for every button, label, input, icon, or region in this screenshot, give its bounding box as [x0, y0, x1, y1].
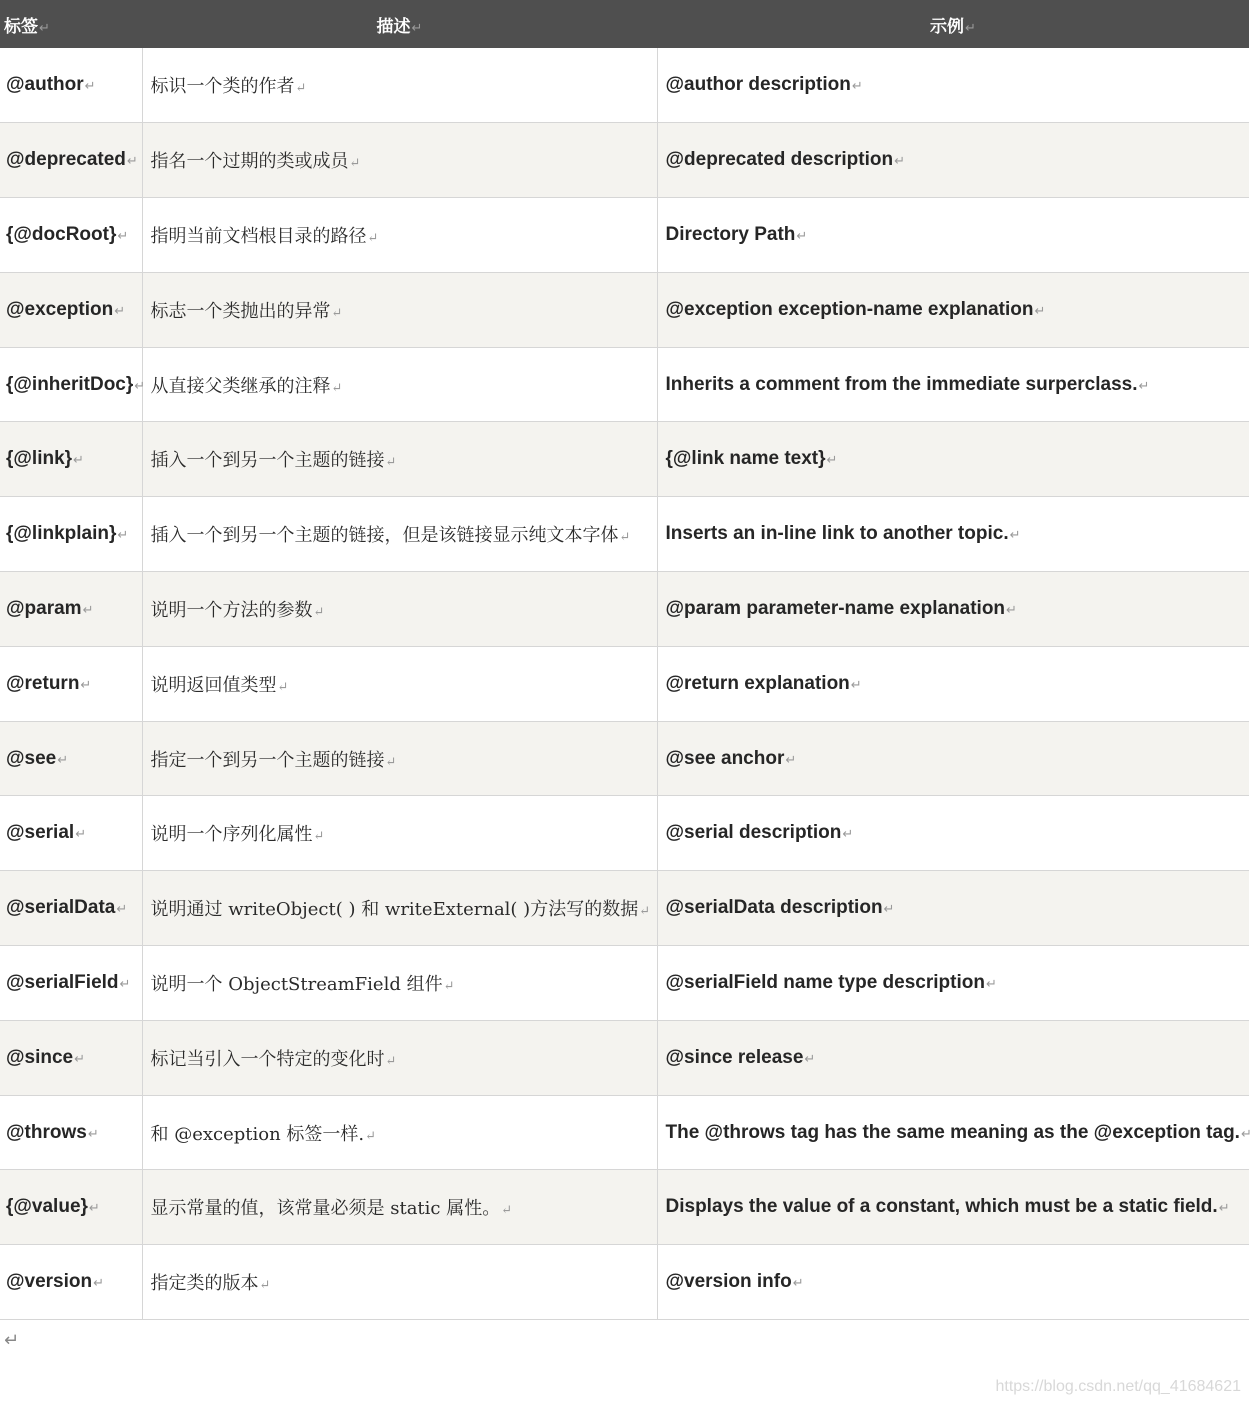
paragraph-mark-icon: ↵ [785, 751, 797, 767]
paragraph-mark-icon: ↵ [1218, 1200, 1230, 1216]
example-cell-text: The @throws tag has the same meaning as the @exception tag. [665, 1121, 1240, 1143]
paragraph-mark-icon: ↵ [1034, 302, 1046, 318]
tag-cell [0, 497, 142, 572]
table-row [0, 123, 1249, 198]
paragraph-mark-icon: ↵ [792, 1275, 804, 1291]
table-row [0, 347, 1249, 422]
paragraph-mark-icon: ↵ [619, 530, 631, 546]
paragraph-mark-icon: ↵ [639, 904, 651, 920]
tag-cell-text: {@docRoot} [6, 223, 117, 245]
paragraph-mark-icon: ↵ [57, 751, 69, 767]
example-cell [657, 123, 1249, 198]
example-cell-text: Inserts an in-line link to another topic. [665, 523, 1009, 545]
paragraph-mark-icon: ↵ [985, 975, 997, 991]
tag-cell-text: @param [6, 597, 82, 619]
paragraph-mark-icon: ↵ [313, 604, 325, 620]
paragraph-mark-icon: ↵ [894, 153, 905, 169]
paragraph-mark-icon: ↵ [119, 975, 131, 991]
paragraph-mark-icon: ↵ [842, 826, 854, 842]
description-cell-text: 插入一个到另一个主题的链接，但是该链接显示纯文本字体 [150, 525, 619, 547]
example-cell [657, 198, 1249, 273]
table-row [0, 48, 1249, 123]
example-cell [657, 497, 1249, 572]
table-header-row [0, 0, 1249, 48]
paragraph-mark-icon: ↵ [1009, 527, 1021, 543]
paragraph-mark-icon: ↵ [1138, 377, 1150, 393]
description-cell [142, 497, 657, 572]
paragraph-mark-icon: ↵ [349, 156, 361, 172]
paragraph-mark-icon: ↵ [116, 901, 128, 917]
header-tag [0, 0, 142, 48]
tag-cell-text: {@inheritDoc} [6, 373, 134, 395]
description-cell [142, 1170, 657, 1245]
paragraph-mark-icon: ↵ [883, 901, 895, 917]
example-cell [657, 272, 1249, 347]
paragraph-mark-icon: ↵ [88, 1200, 100, 1216]
example-cell-text: {@link name text} [665, 448, 826, 470]
table-row [0, 946, 1249, 1021]
tag-cell-text: @exception [6, 298, 114, 320]
tag-cell [0, 272, 142, 347]
paragraph-mark-icon: ↵ [117, 227, 129, 243]
example-cell [657, 48, 1249, 123]
paragraph-mark-icon: ↵ [411, 20, 423, 36]
description-cell [142, 1245, 657, 1320]
tag-cell [0, 946, 142, 1021]
paragraph-mark-icon: ↵ [93, 1275, 105, 1291]
example-cell-text: Directory Path [665, 223, 796, 245]
description-cell-text: 说明一个序列化属性 [150, 824, 313, 846]
description-cell-text: 标志一个类抛出的异常 [150, 300, 331, 322]
tag-cell-text: @serialField [6, 971, 119, 993]
paragraph-mark-icon: ↵ [501, 1203, 513, 1219]
description-cell [142, 272, 657, 347]
header-description [142, 0, 657, 48]
tag-cell [0, 123, 142, 198]
tag-cell-text: @throws [6, 1121, 87, 1143]
example-cell-text: @version info [665, 1271, 792, 1293]
tag-cell [0, 572, 142, 647]
paragraph-mark-icon: ↵ [75, 826, 87, 842]
example-cell-text: @author description [665, 74, 851, 96]
tag-cell-text: @return [6, 672, 80, 694]
tag-cell-text: @deprecated [6, 149, 126, 171]
example-cell [657, 347, 1249, 422]
paragraph-mark-icon: ↵ [331, 380, 343, 396]
table-row [0, 272, 1249, 347]
paragraph-mark-icon: ↵ [114, 302, 126, 318]
table-row [0, 871, 1249, 946]
paragraph-mark-icon: ↵ [74, 1050, 86, 1066]
example-cell-text: @exception exception-name explanation [665, 298, 1034, 320]
example-cell-text: @return explanation [665, 672, 850, 694]
description-cell-text: 和 @exception 标签一样. [150, 1123, 365, 1145]
tag-cell [0, 796, 142, 871]
paragraph-mark-icon: ↵ [1240, 1125, 1252, 1141]
table-row [0, 721, 1249, 796]
watermark-text: https://blog.csdn.net/qq_41684621 [995, 1378, 1241, 1395]
description-cell-text: 指定类的版本 [150, 1273, 259, 1295]
paragraph-mark-icon: ↵ [117, 527, 129, 543]
example-cell [657, 946, 1249, 1021]
example-cell [657, 1095, 1252, 1170]
paragraph-mark-icon: ↵ [385, 1053, 397, 1069]
description-cell-text: 说明一个方法的参数 [150, 599, 313, 621]
tag-cell [0, 646, 142, 721]
tag-cell [0, 1020, 142, 1095]
description-cell [142, 572, 657, 647]
tag-cell [0, 871, 142, 946]
description-cell [142, 422, 657, 497]
example-cell [657, 796, 1249, 871]
paragraph-mark-icon: ↵ [851, 78, 863, 94]
description-cell [142, 48, 657, 123]
paragraph-mark-icon: ↵ [804, 1050, 816, 1066]
paragraph-mark-icon: ↵ [73, 452, 84, 468]
description-cell [142, 198, 657, 273]
description-cell [142, 347, 657, 422]
table-body [0, 48, 1252, 1320]
example-cell-text: Inherits a comment from the immediate surperclass. [665, 373, 1138, 395]
paragraph-mark-icon: ↵ [313, 829, 325, 845]
description-cell [142, 646, 657, 721]
example-cell-text: @param parameter-name explanation [665, 597, 1006, 619]
paragraph-mark-icon: ↵ [850, 676, 862, 692]
tag-cell-text: @version [6, 1271, 93, 1293]
paragraph-mark-icon: ↵ [134, 377, 146, 393]
table-row [0, 796, 1249, 871]
example-cell-text: @serial description [665, 822, 842, 844]
paragraph-mark-icon: ↵ [82, 601, 94, 617]
paragraph-mark-icon: ↵ [277, 679, 289, 695]
header-example-label: 示例 [930, 16, 965, 37]
paragraph-mark-icon: ↵ [87, 1125, 99, 1141]
example-cell [657, 646, 1249, 721]
tag-cell [0, 48, 142, 123]
description-cell [142, 721, 657, 796]
description-cell-text: 说明一个 ObjectStreamField 组件 [150, 973, 443, 995]
paragraph-mark-icon: ↵ [331, 305, 343, 321]
tag-cell [0, 1245, 142, 1320]
paragraph-mark-icon: ↵ [443, 978, 455, 994]
table-row [0, 422, 1249, 497]
header-tag-label: 标签 [4, 16, 38, 37]
tag-cell-text: {@value} [6, 1196, 88, 1218]
table-row [0, 198, 1249, 273]
table-row [0, 1020, 1249, 1095]
tag-cell-text: @serialData [6, 897, 116, 919]
paragraph-mark-icon: ↵ [385, 754, 397, 770]
example-cell-text: @serialField name type description [665, 971, 985, 993]
example-cell [657, 1020, 1249, 1095]
table-row [0, 1170, 1249, 1245]
paragraph-mark-icon: ↵ [796, 227, 808, 243]
tag-cell-text: @author [6, 74, 84, 96]
paragraph-mark-icon: ↵ [84, 78, 96, 94]
table-row [0, 1245, 1249, 1320]
example-cell-text: @serialData description [665, 897, 883, 919]
example-cell-text: @deprecated description [665, 149, 894, 171]
paragraph-mark-icon: ↵ [39, 20, 50, 36]
description-cell-text: 插入一个到另一个主题的链接 [150, 450, 385, 472]
tag-cell [0, 198, 142, 273]
paragraph-mark-icon: ↵ [826, 452, 838, 468]
table-row [0, 646, 1249, 721]
tag-cell-text: @since [6, 1046, 74, 1068]
tag-cell-text: @serial [6, 822, 75, 844]
description-cell-text: 指定一个到另一个主题的链接 [150, 749, 385, 771]
example-cell-text: @see anchor [665, 747, 785, 769]
description-cell [142, 1095, 657, 1170]
description-cell [142, 1020, 657, 1095]
tag-cell-text: {@linkplain} [6, 523, 117, 545]
example-cell-text: Displays the value of a constant, which must be a static field. [665, 1196, 1218, 1218]
table-row [0, 497, 1249, 572]
description-cell-text: 指明当前文档根目录的路径 [150, 225, 367, 247]
paragraph-mark-icon: ↵ [365, 1128, 377, 1144]
description-cell [142, 871, 657, 946]
paragraph-mark-icon: ↵ [385, 455, 397, 471]
description-cell [142, 946, 657, 1021]
tag-cell [0, 1170, 142, 1245]
table-row [0, 1095, 1249, 1170]
paragraph-mark-icon: ↵ [259, 1278, 271, 1294]
description-cell [142, 123, 657, 198]
example-cell [657, 1245, 1249, 1320]
description-cell-text: 指名一个过期的类或成员 [150, 151, 349, 173]
header-description-label: 描述 [376, 16, 411, 37]
description-cell-text: 显示常量的值，该常量必须是 static 属性。 [150, 1198, 501, 1220]
description-cell-text: 从直接父类继承的注释 [150, 375, 331, 397]
description-cell-text: 说明返回值类型 [150, 674, 277, 696]
paragraph-mark-icon: ↵ [295, 81, 307, 97]
paragraph-mark-icon: ↵ [80, 676, 92, 692]
description-cell-text: 说明通过 writeObject( ) 和 writeExternal( )方法写的数据 [150, 899, 639, 921]
tag-cell [0, 347, 146, 422]
description-cell-text: 标记当引入一个特定的变化时 [150, 1048, 385, 1070]
description-cell [142, 796, 657, 871]
description-cell-text: 标识一个类的作者 [150, 76, 295, 98]
example-cell [657, 871, 1249, 946]
tag-cell-text: @see [6, 747, 57, 769]
paragraph-mark-icon: ↵ [1006, 601, 1017, 617]
example-cell [657, 422, 1249, 497]
tag-cell [0, 721, 142, 796]
tag-cell-text: {@link} [6, 448, 73, 470]
example-cell [657, 1170, 1249, 1245]
paragraph-mark-icon: ↵ [965, 20, 976, 36]
example-cell-text: @since release [665, 1046, 804, 1068]
table-row [0, 572, 1249, 647]
paragraph-mark-icon: ↵ [126, 153, 138, 169]
example-cell [657, 572, 1249, 647]
header-example [657, 0, 1249, 48]
tag-cell [0, 1095, 142, 1170]
paragraph-mark-icon: ↵ [4, 1330, 20, 1351]
tag-cell [0, 422, 142, 497]
paragraph-mark-icon: ↵ [367, 230, 379, 246]
example-cell [657, 721, 1249, 796]
